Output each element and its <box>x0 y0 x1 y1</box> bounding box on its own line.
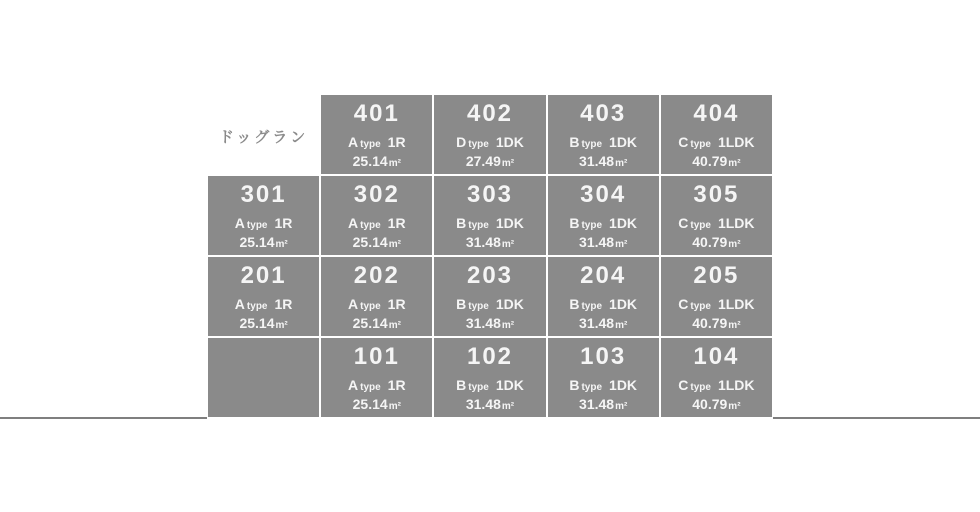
area-value: 31.48 <box>465 233 501 250</box>
area-value: 40.79 <box>692 314 728 331</box>
area-unit: m² <box>501 238 515 250</box>
unit-cell-301[interactable] <box>208 176 319 255</box>
unit-area <box>239 314 287 332</box>
unit-number: 203 <box>466 262 514 290</box>
plan-letter: B <box>456 296 467 313</box>
area-unit: m² <box>728 157 741 169</box>
area-value: 31.48 <box>465 395 501 412</box>
unit-number: 402 <box>466 100 514 128</box>
area-unit: m² <box>615 238 628 250</box>
unit-area <box>692 233 740 251</box>
unit-plan <box>569 133 637 151</box>
plan-layout: 1DK <box>495 215 524 232</box>
plan-letter: A <box>347 377 359 394</box>
unit-cell-204[interactable] <box>548 257 659 336</box>
unit-plan <box>348 295 406 313</box>
unit-number: 401 <box>353 100 400 128</box>
plan-letter: B <box>569 296 580 313</box>
unit-number: 303 <box>466 181 514 209</box>
unit-area <box>466 152 514 170</box>
unit-cell-202[interactable] <box>321 257 432 336</box>
plan-letter: A <box>347 215 359 232</box>
area-value: 25.14 <box>239 233 275 250</box>
unit-plan <box>456 133 524 151</box>
unit-number: 204 <box>580 262 627 290</box>
area-unit: m² <box>501 400 515 412</box>
ground-line-left <box>0 417 207 419</box>
unit-plan <box>569 376 637 394</box>
unit-area <box>353 395 401 413</box>
unit-number: 301 <box>240 181 287 209</box>
unit-number: 201 <box>240 262 287 290</box>
unit-plan <box>456 295 524 313</box>
area-unit: m² <box>388 238 401 250</box>
plan-word: type <box>468 301 489 313</box>
unit-cell-303[interactable] <box>434 176 545 255</box>
area-unit: m² <box>501 157 515 169</box>
unit-number: 305 <box>693 181 740 209</box>
area-value: 40.79 <box>692 233 728 250</box>
plan-layout: 1DK <box>495 134 524 151</box>
unit-area <box>579 314 627 332</box>
area-value: 31.48 <box>579 395 615 412</box>
area-unit: m² <box>388 157 401 169</box>
plan-layout: 1R <box>387 134 406 151</box>
plan-letter: C <box>678 296 689 313</box>
area-value: 25.14 <box>352 233 388 250</box>
plan-letter: C <box>678 134 689 151</box>
unit-number: 101 <box>353 343 400 371</box>
area-unit: m² <box>388 319 401 331</box>
unit-area <box>239 233 287 251</box>
plan-layout: 1R <box>387 296 406 313</box>
area-unit: m² <box>728 400 741 412</box>
building-grid <box>208 95 772 417</box>
unit-plan <box>235 295 293 313</box>
plan-layout: 1DK <box>495 296 524 313</box>
plan-word: type <box>690 220 711 232</box>
unit-cell-102[interactable] <box>434 338 545 417</box>
unit-area <box>353 152 401 170</box>
plan-letter: A <box>234 296 245 313</box>
area-value: 31.48 <box>579 152 615 169</box>
unit-cell-401[interactable] <box>321 95 432 174</box>
unit-number: 304 <box>580 181 627 209</box>
area-value: 31.48 <box>579 314 615 331</box>
unit-number: 403 <box>580 100 627 128</box>
ground-line-right <box>773 417 980 419</box>
plan-word: type <box>690 139 711 151</box>
unit-cell-402[interactable] <box>434 95 545 174</box>
plan-word: type <box>468 220 489 232</box>
dog-run-label: ドッグラン <box>218 128 309 146</box>
plan-word: type <box>690 382 711 394</box>
area-value: 25.14 <box>239 314 275 331</box>
plan-layout: 1LDK <box>717 215 755 232</box>
plan-layout: 1LDK <box>717 377 755 394</box>
unit-area <box>579 152 627 170</box>
unit-area <box>353 314 401 332</box>
plan-layout: 1DK <box>609 215 638 232</box>
unit-cell-305[interactable] <box>661 176 772 255</box>
unit-plan <box>456 214 524 232</box>
area-unit: m² <box>615 319 628 331</box>
area-unit: m² <box>275 319 288 331</box>
area-value: 25.14 <box>352 395 388 412</box>
unit-plan <box>678 376 754 394</box>
area-value: 31.48 <box>465 314 501 331</box>
unit-plan <box>678 214 754 232</box>
unit-area <box>579 233 627 251</box>
plan-layout: 1R <box>274 296 293 313</box>
plan-layout: 1DK <box>495 377 524 394</box>
unit-plan <box>569 214 637 232</box>
plan-letter: B <box>569 377 580 394</box>
unit-area <box>466 314 514 332</box>
area-unit: m² <box>615 157 628 169</box>
plan-word: type <box>581 220 603 232</box>
unit-area <box>579 395 627 413</box>
plan-letter: D <box>456 134 467 151</box>
plan-layout: 1DK <box>609 134 638 151</box>
unit-cell-104[interactable] <box>661 338 772 417</box>
area-value: 25.14 <box>352 152 388 169</box>
empty-cell-1f <box>208 338 319 417</box>
unit-cell-302[interactable] <box>321 176 432 255</box>
unit-plan <box>456 376 524 394</box>
plan-letter: A <box>347 134 359 151</box>
area-value: 25.14 <box>352 314 388 331</box>
dog-run-area <box>208 95 319 174</box>
plan-letter: A <box>234 215 245 232</box>
unit-area <box>692 152 740 170</box>
unit-plan <box>348 133 406 151</box>
unit-number: 104 <box>693 343 740 371</box>
unit-plan <box>348 214 406 232</box>
plan-letter: C <box>678 377 689 394</box>
plan-word: type <box>690 301 711 313</box>
unit-cell-101[interactable] <box>321 338 432 417</box>
unit-cell-203[interactable] <box>434 257 545 336</box>
plan-layout: 1LDK <box>717 296 755 313</box>
unit-number: 404 <box>693 100 740 128</box>
plan-word: type <box>360 139 381 151</box>
plan-word: type <box>360 382 381 394</box>
unit-plan <box>569 295 637 313</box>
plan-word: type <box>360 301 381 313</box>
unit-plan <box>348 376 406 394</box>
unit-number: 102 <box>466 343 514 371</box>
unit-area <box>692 314 740 332</box>
plan-word: type <box>468 382 489 394</box>
plan-letter: B <box>569 215 580 232</box>
plan-layout: 1LDK <box>717 134 755 151</box>
plan-word: type <box>581 301 603 313</box>
plan-layout: 1DK <box>609 296 638 313</box>
unit-area <box>466 395 514 413</box>
plan-layout: 1R <box>274 215 293 232</box>
plan-layout: 1DK <box>609 377 638 394</box>
area-value: 31.48 <box>579 233 615 250</box>
plan-word: type <box>468 139 489 151</box>
unit-plan <box>235 214 293 232</box>
unit-cell-201[interactable] <box>208 257 319 336</box>
unit-cell-103[interactable] <box>548 338 659 417</box>
plan-word: type <box>246 301 268 313</box>
unit-cell-205[interactable] <box>661 257 772 336</box>
unit-cell-404[interactable] <box>661 95 772 174</box>
plan-letter: B <box>456 377 467 394</box>
plan-word: type <box>581 382 603 394</box>
area-unit: m² <box>615 400 628 412</box>
plan-word: type <box>360 220 381 232</box>
plan-word: type <box>246 220 268 232</box>
plan-layout: 1R <box>387 377 406 394</box>
plan-letter: B <box>569 134 580 151</box>
unit-area <box>353 233 401 251</box>
unit-plan <box>678 295 754 313</box>
plan-layout: 1R <box>387 215 406 232</box>
unit-cell-304[interactable] <box>548 176 659 255</box>
area-unit: m² <box>388 400 401 412</box>
area-unit: m² <box>275 238 288 250</box>
area-unit: m² <box>728 238 741 250</box>
plan-letter: C <box>678 215 689 232</box>
unit-cell-403[interactable] <box>548 95 659 174</box>
area-unit: m² <box>728 319 741 331</box>
unit-number: 103 <box>580 343 627 371</box>
area-value: 40.79 <box>692 395 728 412</box>
area-value: 27.49 <box>465 152 501 169</box>
unit-number: 202 <box>353 262 400 290</box>
plan-letter: B <box>456 215 467 232</box>
plan-letter: A <box>347 296 359 313</box>
plan-word: type <box>581 139 603 151</box>
area-unit: m² <box>501 319 515 331</box>
unit-area <box>466 233 514 251</box>
unit-number: 302 <box>353 181 400 209</box>
unit-plan <box>678 133 754 151</box>
area-value: 40.79 <box>692 152 728 169</box>
unit-number: 205 <box>693 262 740 290</box>
unit-area <box>692 395 740 413</box>
